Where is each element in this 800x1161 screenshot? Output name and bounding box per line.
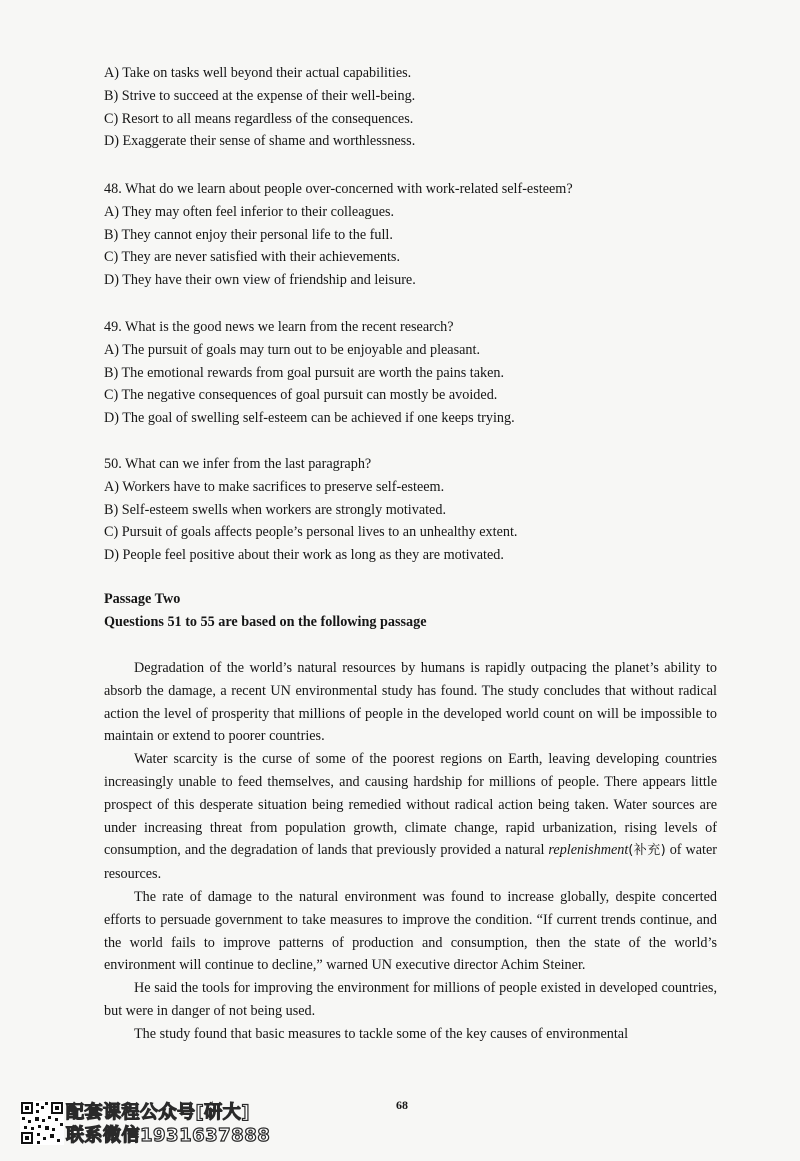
promo-line-2: 联系微信1931637888 [66,1125,271,1146]
paragraph-4: He said the tools for improving the environment for millions of people existed in developed countries, but were in danger of not being used. [104,980,717,1019]
q47-option-a: A) Take on tasks well beyond their actual capabilities. [104,65,412,81]
q49-stem: 49. What is the good news we learn from the recent research? [104,319,454,335]
q50-option-d: D) People feel positive about their work as long as they are motivated. [104,547,504,564]
footer-watermark [20,1101,320,1153]
chinese-gloss: (补充) [628,843,666,859]
paragraph-5: The study found that basic measures to tackle some of the key causes of environmental [134,1025,629,1042]
q47-option-d: D) Exaggerate their sense of shame and worthlessness. [104,133,416,150]
q49-option-b: B) The emotional rewards from goal pursuit are worth the pains taken. [104,364,505,381]
paragraph-2 [104,748,717,886]
paragraph-2-end: of water resources. [104,842,717,883]
q47-option-c: C) Resort to all means regardless of the consequences. [104,110,414,127]
question-49 [104,316,724,430]
qr-code-icon [20,1101,64,1145]
q50-option-c: C) Pursuit of goals affects people’s personal lives to an unhealthy extent. [104,524,518,541]
paragraph-3: The rate of damage to the natural environment was found to increase globally, despite concerted efforts to persuade government to take measures to improve the condition. “If current trends continue, and the world fails to improve patterns of production and consumption, then the state of the world’s environment will continue to decline,” warned UN executive director Achim Steiner. [104,888,717,974]
q50-stem: 50. What can we infer from the last paragraph? [104,456,372,472]
q47-option-b: B) Strive to succeed at the expense of their well-being. [104,87,416,104]
page-number: 68 [396,1098,408,1112]
question-50 [104,453,724,567]
q50-option-a: A) Workers have to make sacrifices to preserve self-esteem. [104,478,445,495]
q48-option-b: B) They cannot enjoy their personal life to the full. [104,226,393,243]
q48-option-a: A) They may often feel inferior to their colleagues. [104,203,395,220]
passage-instruction: Questions 51 to 55 are based on the following passage [104,614,427,630]
q48-stem: 48. What do we learn about people over-concerned with work-related self-esteem? [104,181,573,197]
promo-line-1: 配套课程公众号[研大] [66,1102,250,1123]
passage-title: Passage Two [104,591,181,607]
question-48 [104,178,724,292]
paragraph-2-text: Water scarcity is the curse of some of the poorest regions on Earth, leaving developing countries increasingly unable to feed themselves, and causing hardship for millions of people. There appears little prospect of this desperate situation being remedied without radical action being taken. Water sources are under increasing threat from population growth, climate change, rapid urbanization, rising levels of consumption, and the degradation of lands that previously provided a natural [104,751,717,859]
q48-option-d: D) They have their own view of friendship and leisure. [104,272,416,289]
q49-option-d: D) The goal of swelling self-esteem can be achieved if one keeps trying. [104,410,515,427]
q50-option-b: B) Self-esteem swells when workers are strongly motivated. [104,501,446,518]
q49-option-c: C) The negative consequences of goal pursuit can mostly be avoided. [104,387,498,404]
q48-option-c: C) They are never satisfied with their achievements. [104,249,400,266]
q49-option-a: A) The pursuit of goals may turn out to be enjoyable and pleasant. [104,341,481,358]
passage-body [104,657,717,1046]
q47-options [104,62,704,153]
promo-banner [66,1101,270,1147]
glossed-term: replenishment [548,842,629,859]
paragraph-1: Degradation of the world’s natural resources by humans is rapidly outpacing the planet’s ability to absorb the damage, a recent UN environmental study has found. The study concludes that without radical action the level of prosperity that millions of people in the developed world count on will be impossible to maintain or extend to poorer countries. [104,660,717,745]
